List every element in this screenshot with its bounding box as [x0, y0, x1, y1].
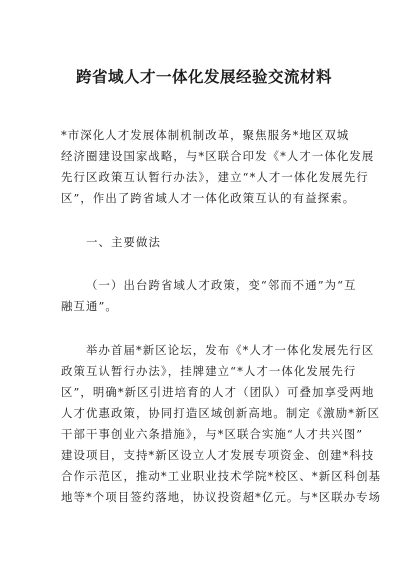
body-line-3: 区”，明确*新区引进培育的人才（团队）可叠加享受两地 [61, 385, 375, 399]
section-heading: 一、主要做法 [86, 235, 161, 249]
intro-line-2: 经济圈建设国家战略，与*区联合印发《*人才一体化发展 [61, 149, 375, 163]
body-line-1: 举办首届*新区论坛，发布《*人才一体化发展先行区 [86, 343, 375, 357]
subheading-line-2: 融互通”。 [61, 299, 118, 313]
body-line-5: 干部干事创业六条措施》，与*区联合实施“人才共兴图” [61, 427, 364, 441]
body-line-7: 合作示范区，推动*工业职业技术学院*校区、*新区科创基 [61, 469, 382, 483]
body-line-6: 建设项目，支持*新区设立人才发展专项资金、创建*科技 [61, 448, 375, 462]
body-line-2: 政策互认暂行办法》，挂牌建立“*人才一体化发展先行 [61, 364, 357, 378]
document-title: 跨省域人才一体化发展经验交流材料 [75, 68, 332, 86]
subheading-line-1: （一）出台跨省域人才政策，变“邻而不通”为“互 [86, 278, 357, 292]
intro-line-4: 区”，作出了跨省域人才一体化政策互认的有益探索。 [61, 191, 356, 205]
intro-line-3: 先行区政策互认暂行办法》，建立“*人才一体化发展先行 [61, 170, 369, 184]
body-line-8: 地等*个项目签约落地，协议投资超*亿元。与*区联办专场 [61, 490, 382, 504]
intro-line-1: *市深化人才发展体制机制改革，聚焦服务*地区双城 [61, 128, 350, 142]
body-line-4: 人才优惠政策，协同打造区域创新高地。制定《激励*新区 [61, 406, 381, 420]
